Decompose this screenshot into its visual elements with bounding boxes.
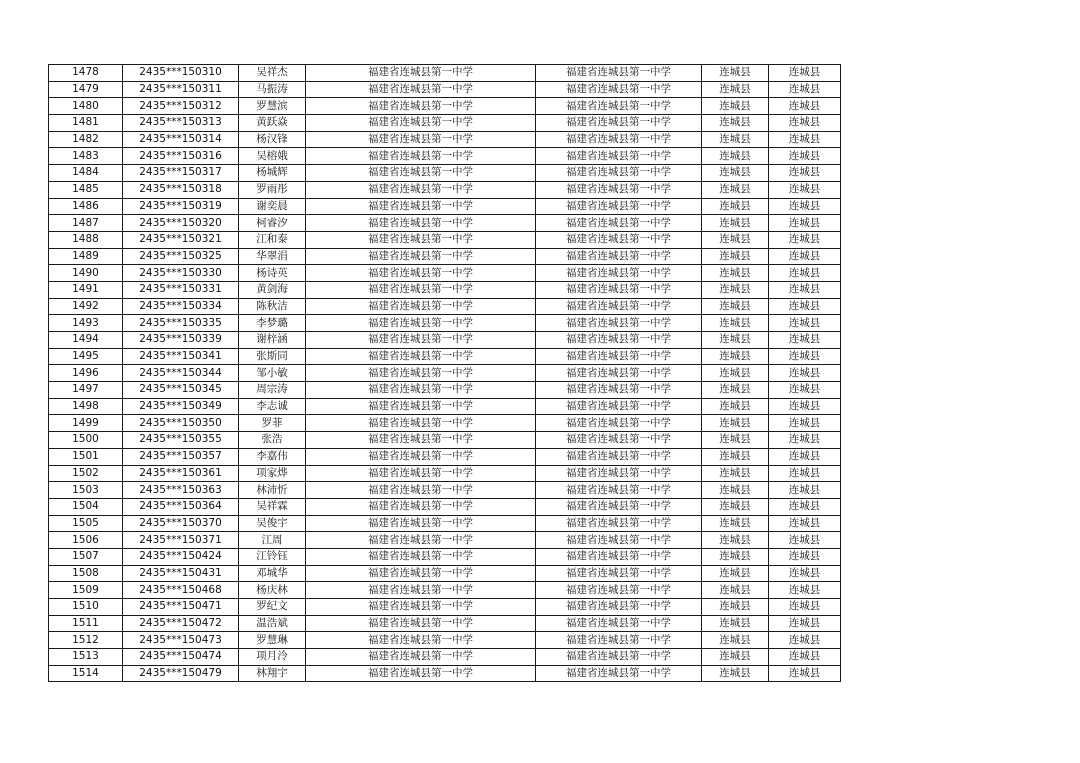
district-cell: 连城县 <box>769 215 841 232</box>
table-row <box>49 582 841 599</box>
exam-site-cell: 福建省连城县第一中学 <box>536 565 702 582</box>
row-number-cell: 1488 <box>49 231 123 248</box>
student-name-cell: 吴祥杰 <box>239 65 306 82</box>
exam-id-cell: 2435***150344 <box>123 365 239 382</box>
exam-id-cell: 2435***150330 <box>123 265 239 282</box>
row-number-cell: 1511 <box>49 615 123 632</box>
county-cell: 连城县 <box>702 65 769 82</box>
exam-id-cell: 2435***150361 <box>123 465 239 482</box>
exam-id-cell: 2435***150339 <box>123 332 239 349</box>
district-cell: 连城县 <box>769 548 841 565</box>
row-number-cell: 1510 <box>49 599 123 616</box>
student-name-cell: 李嘉伟 <box>239 448 306 465</box>
exam-id-cell: 2435***150474 <box>123 649 239 666</box>
row-number-cell: 1505 <box>49 515 123 532</box>
table-row <box>49 265 841 282</box>
school-cell: 福建省连城县第一中学 <box>306 599 536 616</box>
school-cell: 福建省连城县第一中学 <box>306 165 536 182</box>
exam-id-cell: 2435***150319 <box>123 198 239 215</box>
student-name-cell: 罗纪文 <box>239 599 306 616</box>
county-cell: 连城县 <box>702 81 769 98</box>
school-cell: 福建省连城县第一中学 <box>306 131 536 148</box>
student-name-cell: 林翔宇 <box>239 665 306 682</box>
school-cell: 福建省连城县第一中学 <box>306 398 536 415</box>
table-row <box>49 415 841 432</box>
exam-site-cell: 福建省连城县第一中学 <box>536 131 702 148</box>
district-cell: 连城县 <box>769 565 841 582</box>
exam-site-cell: 福建省连城县第一中学 <box>536 181 702 198</box>
exam-site-cell: 福建省连城县第一中学 <box>536 265 702 282</box>
school-cell: 福建省连城县第一中学 <box>306 231 536 248</box>
student-name-cell: 吴俊宇 <box>239 515 306 532</box>
exam-site-cell: 福建省连城县第一中学 <box>536 215 702 232</box>
exam-site-cell: 福建省连城县第一中学 <box>536 515 702 532</box>
row-number-cell: 1513 <box>49 649 123 666</box>
exam-site-cell: 福建省连城县第一中学 <box>536 532 702 549</box>
row-number-cell: 1512 <box>49 632 123 649</box>
district-cell: 连城县 <box>769 649 841 666</box>
table-row <box>49 115 841 132</box>
student-name-cell: 罗菲 <box>239 415 306 432</box>
county-cell: 连城县 <box>702 231 769 248</box>
district-cell: 连城县 <box>769 448 841 465</box>
exam-id-cell: 2435***150312 <box>123 98 239 115</box>
student-name-cell: 杨汉锋 <box>239 131 306 148</box>
exam-id-cell: 2435***150349 <box>123 398 239 415</box>
exam-id-cell: 2435***150310 <box>123 65 239 82</box>
district-cell: 连城县 <box>769 98 841 115</box>
table-row <box>49 548 841 565</box>
roster-body <box>49 65 841 682</box>
district-cell: 连城县 <box>769 231 841 248</box>
student-name-cell: 罗慧滨 <box>239 98 306 115</box>
exam-site-cell: 福建省连城县第一中学 <box>536 465 702 482</box>
exam-id-cell: 2435***150479 <box>123 665 239 682</box>
row-number-cell: 1492 <box>49 298 123 315</box>
county-cell: 连城县 <box>702 148 769 165</box>
school-cell: 福建省连城县第一中学 <box>306 632 536 649</box>
school-cell: 福建省连城县第一中学 <box>306 448 536 465</box>
county-cell: 连城县 <box>702 165 769 182</box>
row-number-cell: 1503 <box>49 482 123 499</box>
school-cell: 福建省连城县第一中学 <box>306 248 536 265</box>
district-cell: 连城县 <box>769 198 841 215</box>
school-cell: 福建省连城县第一中学 <box>306 415 536 432</box>
student-name-cell: 吴祥霖 <box>239 498 306 515</box>
exam-id-cell: 2435***150311 <box>123 81 239 98</box>
county-cell: 连城县 <box>702 98 769 115</box>
exam-site-cell: 福建省连城县第一中学 <box>536 448 702 465</box>
exam-site-cell: 福建省连城县第一中学 <box>536 298 702 315</box>
exam-site-cell: 福建省连城县第一中学 <box>536 615 702 632</box>
exam-site-cell: 福建省连城县第一中学 <box>536 148 702 165</box>
exam-id-cell: 2435***150331 <box>123 281 239 298</box>
exam-site-cell: 福建省连城县第一中学 <box>536 248 702 265</box>
county-cell: 连城县 <box>702 515 769 532</box>
exam-id-cell: 2435***150314 <box>123 131 239 148</box>
row-number-cell: 1485 <box>49 181 123 198</box>
row-number-cell: 1514 <box>49 665 123 682</box>
exam-id-cell: 2435***150321 <box>123 231 239 248</box>
table-row <box>49 632 841 649</box>
school-cell: 福建省连城县第一中学 <box>306 198 536 215</box>
district-cell: 连城县 <box>769 332 841 349</box>
row-number-cell: 1481 <box>49 115 123 132</box>
table-row <box>49 231 841 248</box>
school-cell: 福建省连城县第一中学 <box>306 565 536 582</box>
student-name-cell: 张斯同 <box>239 348 306 365</box>
school-cell: 福建省连城县第一中学 <box>306 532 536 549</box>
county-cell: 连城县 <box>702 348 769 365</box>
county-cell: 连城县 <box>702 565 769 582</box>
school-cell: 福建省连城县第一中学 <box>306 181 536 198</box>
student-name-cell: 陈秋洁 <box>239 298 306 315</box>
student-name-cell: 江周 <box>239 532 306 549</box>
county-cell: 连城县 <box>702 465 769 482</box>
row-number-cell: 1484 <box>49 165 123 182</box>
student-name-cell: 马振涛 <box>239 81 306 98</box>
district-cell: 连城县 <box>769 298 841 315</box>
student-name-cell: 李梦璐 <box>239 315 306 332</box>
district-cell: 连城县 <box>769 148 841 165</box>
row-number-cell: 1494 <box>49 332 123 349</box>
district-cell: 连城县 <box>769 81 841 98</box>
exam-id-cell: 2435***150424 <box>123 548 239 565</box>
student-name-cell: 杨庆林 <box>239 582 306 599</box>
school-cell: 福建省连城县第一中学 <box>306 649 536 666</box>
row-number-cell: 1482 <box>49 131 123 148</box>
district-cell: 连城县 <box>769 532 841 549</box>
exam-id-cell: 2435***150357 <box>123 448 239 465</box>
row-number-cell: 1499 <box>49 415 123 432</box>
school-cell: 福建省连城县第一中学 <box>306 215 536 232</box>
row-number-cell: 1506 <box>49 532 123 549</box>
row-number-cell: 1498 <box>49 398 123 415</box>
school-cell: 福建省连城县第一中学 <box>306 498 536 515</box>
county-cell: 连城县 <box>702 382 769 399</box>
exam-id-cell: 2435***150473 <box>123 632 239 649</box>
table-row <box>49 532 841 549</box>
row-number-cell: 1486 <box>49 198 123 215</box>
exam-site-cell: 福建省连城县第一中学 <box>536 315 702 332</box>
exam-site-cell: 福建省连城县第一中学 <box>536 398 702 415</box>
school-cell: 福建省连城县第一中学 <box>306 148 536 165</box>
table-row <box>49 465 841 482</box>
student-name-cell: 谢奕晨 <box>239 198 306 215</box>
table-row <box>49 131 841 148</box>
table-row <box>49 599 841 616</box>
table-row <box>49 298 841 315</box>
row-number-cell: 1480 <box>49 98 123 115</box>
table-row <box>49 148 841 165</box>
school-cell: 福建省连城县第一中学 <box>306 115 536 132</box>
table-row <box>49 81 841 98</box>
school-cell: 福建省连城县第一中学 <box>306 515 536 532</box>
county-cell: 连城县 <box>702 398 769 415</box>
exam-site-cell: 福建省连城县第一中学 <box>536 98 702 115</box>
exam-id-cell: 2435***150345 <box>123 382 239 399</box>
table-row <box>49 432 841 449</box>
school-cell: 福建省连城县第一中学 <box>306 432 536 449</box>
exam-id-cell: 2435***150363 <box>123 482 239 499</box>
exam-id-cell: 2435***150318 <box>123 181 239 198</box>
school-cell: 福建省连城县第一中学 <box>306 382 536 399</box>
school-cell: 福建省连城县第一中学 <box>306 298 536 315</box>
county-cell: 连城县 <box>702 131 769 148</box>
county-cell: 连城县 <box>702 298 769 315</box>
student-name-cell: 项家烨 <box>239 465 306 482</box>
student-name-cell: 邹小敏 <box>239 365 306 382</box>
exam-id-cell: 2435***150472 <box>123 615 239 632</box>
district-cell: 连城县 <box>769 482 841 499</box>
table-row <box>49 315 841 332</box>
school-cell: 福建省连城县第一中学 <box>306 348 536 365</box>
exam-id-cell: 2435***150317 <box>123 165 239 182</box>
exam-id-cell: 2435***150355 <box>123 432 239 449</box>
student-name-cell: 黄剑海 <box>239 281 306 298</box>
school-cell: 福建省连城县第一中学 <box>306 548 536 565</box>
county-cell: 连城县 <box>702 482 769 499</box>
table-row <box>49 98 841 115</box>
county-cell: 连城县 <box>702 281 769 298</box>
county-cell: 连城县 <box>702 532 769 549</box>
county-cell: 连城县 <box>702 649 769 666</box>
district-cell: 连城县 <box>769 281 841 298</box>
county-cell: 连城县 <box>702 448 769 465</box>
school-cell: 福建省连城县第一中学 <box>306 81 536 98</box>
student-name-cell: 邓城华 <box>239 565 306 582</box>
school-cell: 福建省连城县第一中学 <box>306 665 536 682</box>
row-number-cell: 1502 <box>49 465 123 482</box>
exam-site-cell: 福建省连城县第一中学 <box>536 665 702 682</box>
student-name-cell: 罗雨彤 <box>239 181 306 198</box>
row-number-cell: 1509 <box>49 582 123 599</box>
table-row <box>49 665 841 682</box>
exam-site-cell: 福建省连城县第一中学 <box>536 81 702 98</box>
table-row <box>49 281 841 298</box>
school-cell: 福建省连城县第一中学 <box>306 465 536 482</box>
table-row <box>49 515 841 532</box>
student-name-cell: 林沛忻 <box>239 482 306 499</box>
exam-id-cell: 2435***150325 <box>123 248 239 265</box>
exam-id-cell: 2435***150371 <box>123 532 239 549</box>
row-number-cell: 1495 <box>49 348 123 365</box>
student-name-cell: 华翠涓 <box>239 248 306 265</box>
county-cell: 连城县 <box>702 548 769 565</box>
exam-id-cell: 2435***150364 <box>123 498 239 515</box>
district-cell: 连城县 <box>769 315 841 332</box>
county-cell: 连城县 <box>702 265 769 282</box>
student-name-cell: 江和泰 <box>239 231 306 248</box>
student-name-cell: 吴榕娥 <box>239 148 306 165</box>
table-row <box>49 448 841 465</box>
county-cell: 连城县 <box>702 632 769 649</box>
district-cell: 连城县 <box>769 582 841 599</box>
table-row <box>49 181 841 198</box>
county-cell: 连城县 <box>702 498 769 515</box>
district-cell: 连城县 <box>769 665 841 682</box>
student-name-cell: 李志诚 <box>239 398 306 415</box>
student-name-cell: 周宗涛 <box>239 382 306 399</box>
row-number-cell: 1507 <box>49 548 123 565</box>
exam-id-cell: 2435***150350 <box>123 415 239 432</box>
exam-site-cell: 福建省连城县第一中学 <box>536 482 702 499</box>
county-cell: 连城县 <box>702 248 769 265</box>
school-cell: 福建省连城县第一中学 <box>306 281 536 298</box>
exam-id-cell: 2435***150335 <box>123 315 239 332</box>
district-cell: 连城县 <box>769 265 841 282</box>
row-number-cell: 1489 <box>49 248 123 265</box>
student-name-cell: 江铃钰 <box>239 548 306 565</box>
student-name-cell: 张浩 <box>239 432 306 449</box>
row-number-cell: 1487 <box>49 215 123 232</box>
student-roster-table <box>48 64 841 682</box>
exam-site-cell: 福建省连城县第一中学 <box>536 415 702 432</box>
row-number-cell: 1493 <box>49 315 123 332</box>
exam-site-cell: 福建省连城县第一中学 <box>536 582 702 599</box>
table-row <box>49 365 841 382</box>
row-number-cell: 1504 <box>49 498 123 515</box>
table-row <box>49 565 841 582</box>
district-cell: 连城县 <box>769 65 841 82</box>
exam-id-cell: 2435***150320 <box>123 215 239 232</box>
county-cell: 连城县 <box>702 582 769 599</box>
row-number-cell: 1508 <box>49 565 123 582</box>
district-cell: 连城县 <box>769 515 841 532</box>
exam-id-cell: 2435***150313 <box>123 115 239 132</box>
county-cell: 连城县 <box>702 332 769 349</box>
county-cell: 连城县 <box>702 315 769 332</box>
district-cell: 连城县 <box>769 398 841 415</box>
exam-site-cell: 福建省连城县第一中学 <box>536 348 702 365</box>
exam-site-cell: 福建省连城县第一中学 <box>536 231 702 248</box>
table-row <box>49 348 841 365</box>
district-cell: 连城县 <box>769 365 841 382</box>
district-cell: 连城县 <box>769 432 841 449</box>
table-row <box>49 215 841 232</box>
district-cell: 连城县 <box>769 165 841 182</box>
county-cell: 连城县 <box>702 599 769 616</box>
student-name-cell: 项月泠 <box>239 649 306 666</box>
table-row <box>49 398 841 415</box>
exam-site-cell: 福建省连城县第一中学 <box>536 432 702 449</box>
table-row <box>49 198 841 215</box>
table-row <box>49 382 841 399</box>
exam-site-cell: 福建省连城县第一中学 <box>536 365 702 382</box>
exam-id-cell: 2435***150370 <box>123 515 239 532</box>
exam-site-cell: 福建省连城县第一中学 <box>536 65 702 82</box>
row-number-cell: 1496 <box>49 365 123 382</box>
table-row <box>49 332 841 349</box>
district-cell: 连城县 <box>769 498 841 515</box>
exam-site-cell: 福建省连城县第一中学 <box>536 281 702 298</box>
student-name-cell: 杨诗英 <box>239 265 306 282</box>
exam-site-cell: 福建省连城县第一中学 <box>536 165 702 182</box>
exam-id-cell: 2435***150316 <box>123 148 239 165</box>
district-cell: 连城县 <box>769 382 841 399</box>
district-cell: 连城县 <box>769 599 841 616</box>
table-row <box>49 498 841 515</box>
exam-id-cell: 2435***150468 <box>123 582 239 599</box>
table-row <box>49 482 841 499</box>
table-row <box>49 615 841 632</box>
row-number-cell: 1483 <box>49 148 123 165</box>
district-cell: 连城县 <box>769 181 841 198</box>
school-cell: 福建省连城县第一中学 <box>306 582 536 599</box>
exam-id-cell: 2435***150471 <box>123 599 239 616</box>
exam-site-cell: 福建省连城县第一中学 <box>536 649 702 666</box>
county-cell: 连城县 <box>702 198 769 215</box>
county-cell: 连城县 <box>702 615 769 632</box>
county-cell: 连城县 <box>702 365 769 382</box>
school-cell: 福建省连城县第一中学 <box>306 98 536 115</box>
table-row <box>49 65 841 82</box>
student-name-cell: 柯睿汐 <box>239 215 306 232</box>
table-row <box>49 248 841 265</box>
exam-site-cell: 福建省连城县第一中学 <box>536 332 702 349</box>
district-cell: 连城县 <box>769 465 841 482</box>
table-row <box>49 649 841 666</box>
exam-site-cell: 福建省连城县第一中学 <box>536 599 702 616</box>
row-number-cell: 1479 <box>49 81 123 98</box>
exam-site-cell: 福建省连城县第一中学 <box>536 115 702 132</box>
student-name-cell: 杨城辉 <box>239 165 306 182</box>
school-cell: 福建省连城县第一中学 <box>306 365 536 382</box>
exam-site-cell: 福建省连城县第一中学 <box>536 498 702 515</box>
school-cell: 福建省连城县第一中学 <box>306 615 536 632</box>
exam-site-cell: 福建省连城县第一中学 <box>536 382 702 399</box>
student-name-cell: 罗慧琳 <box>239 632 306 649</box>
school-cell: 福建省连城县第一中学 <box>306 315 536 332</box>
exam-site-cell: 福建省连城县第一中学 <box>536 198 702 215</box>
district-cell: 连城县 <box>769 348 841 365</box>
county-cell: 连城县 <box>702 215 769 232</box>
school-cell: 福建省连城县第一中学 <box>306 332 536 349</box>
county-cell: 连城县 <box>702 181 769 198</box>
district-cell: 连城县 <box>769 415 841 432</box>
exam-id-cell: 2435***150341 <box>123 348 239 365</box>
school-cell: 福建省连城县第一中学 <box>306 482 536 499</box>
row-number-cell: 1490 <box>49 265 123 282</box>
exam-site-cell: 福建省连城县第一中学 <box>536 548 702 565</box>
table-row <box>49 165 841 182</box>
row-number-cell: 1501 <box>49 448 123 465</box>
district-cell: 连城县 <box>769 131 841 148</box>
exam-site-cell: 福建省连城县第一中学 <box>536 632 702 649</box>
student-name-cell: 谢梓涵 <box>239 332 306 349</box>
county-cell: 连城县 <box>702 432 769 449</box>
student-name-cell: 温浩斌 <box>239 615 306 632</box>
district-cell: 连城县 <box>769 632 841 649</box>
county-cell: 连城县 <box>702 665 769 682</box>
district-cell: 连城县 <box>769 248 841 265</box>
row-number-cell: 1497 <box>49 382 123 399</box>
county-cell: 连城县 <box>702 415 769 432</box>
school-cell: 福建省连城县第一中学 <box>306 265 536 282</box>
school-cell: 福建省连城县第一中学 <box>306 65 536 82</box>
student-name-cell: 黄跃焱 <box>239 115 306 132</box>
county-cell: 连城县 <box>702 115 769 132</box>
district-cell: 连城县 <box>769 115 841 132</box>
row-number-cell: 1491 <box>49 281 123 298</box>
exam-id-cell: 2435***150431 <box>123 565 239 582</box>
row-number-cell: 1500 <box>49 432 123 449</box>
district-cell: 连城县 <box>769 615 841 632</box>
exam-id-cell: 2435***150334 <box>123 298 239 315</box>
row-number-cell: 1478 <box>49 65 123 82</box>
